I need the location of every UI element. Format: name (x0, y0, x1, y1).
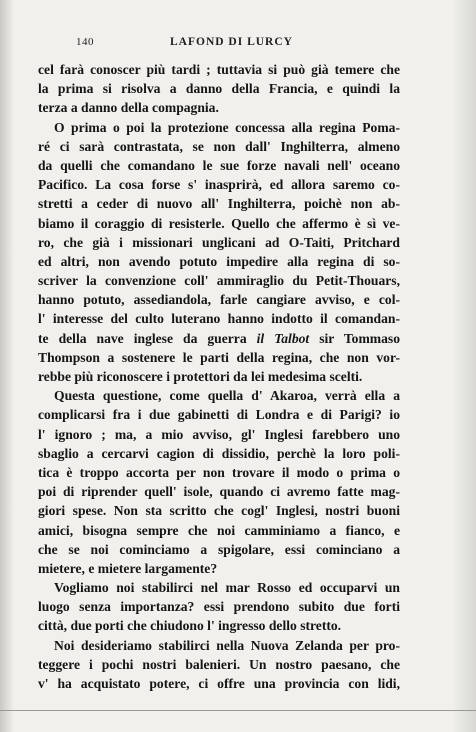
page-header (0, 34, 476, 54)
text-line: teggere i pochi nostri balenieri. Un nostro paesano, che (38, 656, 400, 672)
ship-name: il Talbot (256, 330, 310, 346)
page-edge-shadow (452, 0, 476, 732)
text-line: luogo senza importanza? essi prendono subito due forti (38, 599, 400, 615)
text-line: tica è troppo accorta per non trovare il modo o prima o (38, 464, 400, 480)
text-line: Thompson a sostenere le parti della regina, che non vor- (38, 349, 400, 365)
text-line: te della nave inglese da guerra il Talbot sir Tommaso (38, 330, 400, 346)
text-line: Questa questione, come quella d' Akaroa, verrà ella a (54, 388, 400, 404)
text-line: terza a danno della compagnia. (38, 100, 219, 116)
text-line: v' ha acquistato potere, ci offre una provincia con lidi, (38, 676, 400, 691)
text-line: la prima si risolva a danno della Francia, e quindi la (38, 81, 400, 97)
text-line: che se noi cominciamo a spigolare, essi cominciano a (38, 541, 400, 557)
text-line: giori spese. Non sta scritto che cogl' Inglesi, nostri buoni (38, 503, 400, 519)
binding-shadow (0, 0, 14, 732)
running-title: LAFOND DI LURCY (170, 36, 293, 48)
text-line: sbaglio a cercarvi cagion di dissidio, perchè la loro poli- (38, 445, 400, 461)
text-line: Noi desideriamo stabilirci nella Nuova Zelanda per pro- (54, 637, 400, 653)
page-number: 140 (76, 36, 94, 48)
text-line: stretti a ceder di nuovo all' Inghilterra, poichè non ab- (38, 196, 400, 212)
text-line: Vogliamo noi stabilirci nel mar Rosso ed occuparvi un (54, 580, 400, 596)
text-line: l' interesse del culto luterano hanno indotto il comandan- (38, 311, 400, 327)
text-line: città, due porti che chiudono l' ingresso dello stretto. (38, 618, 342, 634)
text-line: ré ci sarà contrastata, se non dall' Inghilterra, almeno (38, 138, 400, 154)
text-line: da quelli che comandano le sue forze navali nell' oceano (38, 157, 400, 173)
body-text (38, 60, 400, 693)
text-line: ed altri, non avendo potuto impedire alla regina di so- (38, 253, 400, 269)
text-line: l' ignoro ; ma, a mio avviso, gl' Inglesi farebbero uno (38, 426, 400, 442)
text-line: hanno potuto, assediandola, farle cangiare avviso, e col- (38, 292, 400, 308)
text-line: O prima o poi la protezione concessa alla regina Poma- (54, 119, 400, 135)
text-line: cel farà conoscer più tardi ; tuttavia si può già temere che (38, 62, 400, 77)
bottom-rule (0, 710, 476, 711)
text-line: mietere, e mietere largamente? (38, 560, 218, 576)
text-line: poi di riprender quell' isole, quando ci avremo fatte mag- (38, 484, 400, 500)
text-line: rebbe più riconoscere i protettori da lei medesima scelti. (38, 369, 363, 384)
text-line: complicarsi fra i due gabinetti di Londra e di Parigi? io (38, 407, 400, 423)
text-line: scriver la convenzione coll' ammiraglio du Petit-Thouars, (38, 273, 400, 289)
text-line: Pacifico. La cosa forse s' inasprirà, ed allora saremo co- (38, 177, 400, 193)
text-line: ro, che già i missionari unglicani ad O-Taiti, Pritchard (38, 234, 400, 250)
text-line: biamo il coraggio di resisterle. Quello che affermo è sì ve- (38, 215, 400, 231)
text-line: amici, bisogna sempre che noi camminiamo a fianco, e (38, 522, 400, 538)
